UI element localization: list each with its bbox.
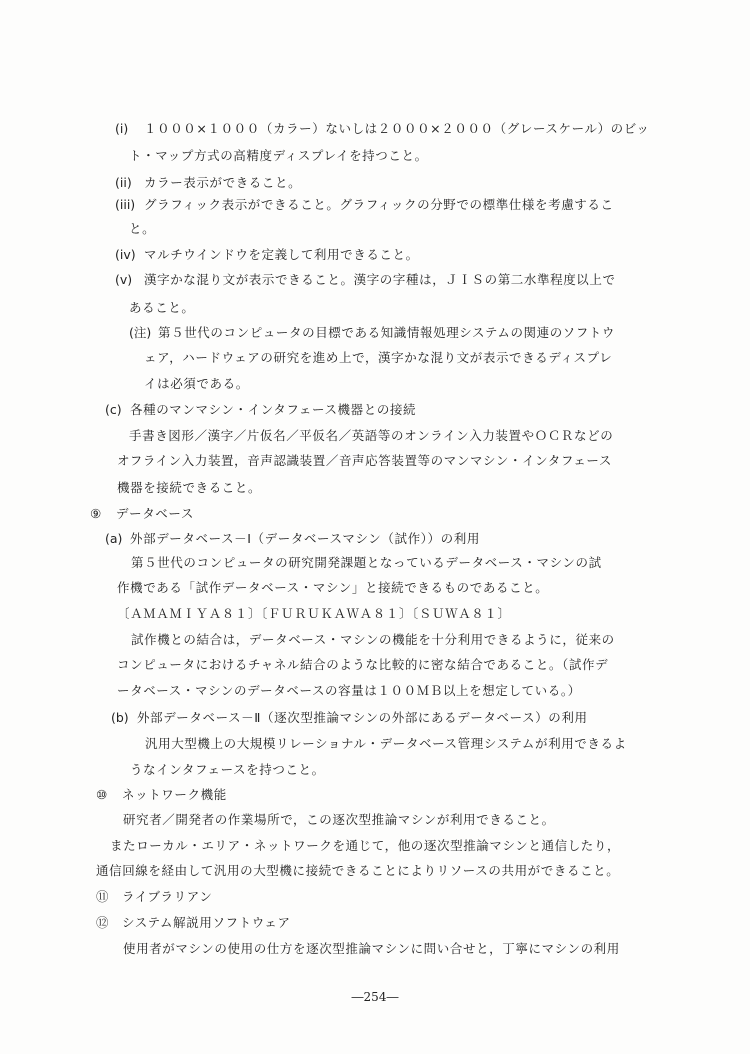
item-marker-iv: (iv) xyxy=(115,247,136,262)
text-line: 第５世代のコンピュータの研究開発課題となっているデータベース・マシンの試 xyxy=(131,555,602,570)
text-line: コンピュータにおけるチャネル結合のような比較的に密な結合であること。（試作デ xyxy=(117,657,609,672)
section-marker-11: ⑪ xyxy=(96,889,109,904)
text-line: 機器を接続できること。 xyxy=(117,480,262,495)
page-number: ―254― xyxy=(351,990,399,1004)
item-marker-v: (v) xyxy=(115,272,133,287)
item-marker-b: (b) xyxy=(111,710,129,725)
text-line: と。 xyxy=(129,221,156,236)
text-line: グラフィック表示ができること。グラフィックの分野での標準仕様を考慮するこ xyxy=(144,197,614,212)
text-line: イは必須である。 xyxy=(144,376,249,391)
text-line: カラー表示ができること。 xyxy=(144,175,302,190)
text-line: 研究者／開発者の作業場所で，この逐次型推論マシンが利用できること。 xyxy=(123,812,555,827)
section-heading: ネットワーク機能 xyxy=(122,787,227,802)
text-line: 第５世代のコンピュータの目標である知識情報処理システムの関連のソフトウ xyxy=(158,325,616,340)
text-line: 通信回線を経由して汎用の大型機に接続できることによりリソースの共用ができること。 xyxy=(96,863,620,878)
text-line: 作機である「試作データベース・マシン」と接続できるものであること。 xyxy=(117,580,549,595)
text-line: 手書き図形／漢字／片仮名／平仮名／英語等のオンライン入力装置やＯＣＲなどの xyxy=(129,428,614,443)
item-marker-i: (i) xyxy=(115,121,129,136)
text-line: 試作機との結合は，データベース・マシンの機能を十分利用できるように，従来の xyxy=(131,632,615,647)
text-line: ト・マップ方式の高精度ディスプレイを持つこと。 xyxy=(129,148,428,163)
text-line: ェア，ハードウェアの研究を進め上で，漢字かな混り文が表示できるディスプレ xyxy=(144,350,613,365)
text-line: あること。 xyxy=(129,300,195,315)
text-line: 各種のマンマシン・インタフェース機器との接続 xyxy=(130,402,417,417)
text-line: 汎用大型機上の大規模リレーショナル・データベース管理システムが利用できるよ xyxy=(145,736,627,751)
section-marker-10: ⑩ xyxy=(96,787,108,802)
text-line: オフライン入力装置，音声認識装置／音声応答装置等のマンマシン・インタフェース xyxy=(117,453,612,468)
text-line: またローカル・エリア・ネットワークを通じて，他の逐次型推論マシンと通信したり， xyxy=(110,838,621,853)
section-marker-12: ⑫ xyxy=(96,915,109,930)
text-line: マルチウインドウを定義して利用できること。 xyxy=(144,247,419,262)
item-marker-a: (a) xyxy=(105,531,123,546)
section-marker-9: ⑨ xyxy=(90,506,102,521)
item-marker-c: (c) xyxy=(105,402,122,417)
item-marker-iii: (iii) xyxy=(115,197,136,212)
text-line: うなインタフェースを持つこと。 xyxy=(130,762,325,777)
note-marker: (注) xyxy=(129,325,152,340)
text-line: 外部データベース－Ⅱ（逐次型推論マシンの外部にあるデータベース）の利用 xyxy=(137,710,588,725)
text-line: ータベース・マシンのデータベースの容量は１００ＭＢ以上を想定している。） xyxy=(117,683,581,698)
reference-list: 〔ＡＭＡＭＩＹＡ８１〕〔ＦＵＲＵＫＡＷＡ８１〕〔ＳＵＷＡ８１〕 xyxy=(117,606,511,621)
section-heading: システム解説用ソフトウェア xyxy=(122,915,291,930)
text-line: 使用者がマシンの使用の仕方を逐次型推論マシンに問い合せと，丁寧にマシンの利用 xyxy=(123,941,620,956)
text-line: 外部データベース－Ⅰ（データベースマシン（試作））の利用 xyxy=(130,531,480,546)
text-line: １０００×１０００（カラー）ないしは２０００×２０００（グレースケール）のビッ xyxy=(144,121,650,136)
section-heading: ライブラリアン xyxy=(122,889,213,904)
text-line: 漢字かな混り文が表示できること。漢字の字種は，ＪＩＳの第二水準程度以上で xyxy=(144,272,616,287)
section-heading: データベース xyxy=(116,506,194,521)
item-marker-ii: (ii) xyxy=(115,175,132,190)
